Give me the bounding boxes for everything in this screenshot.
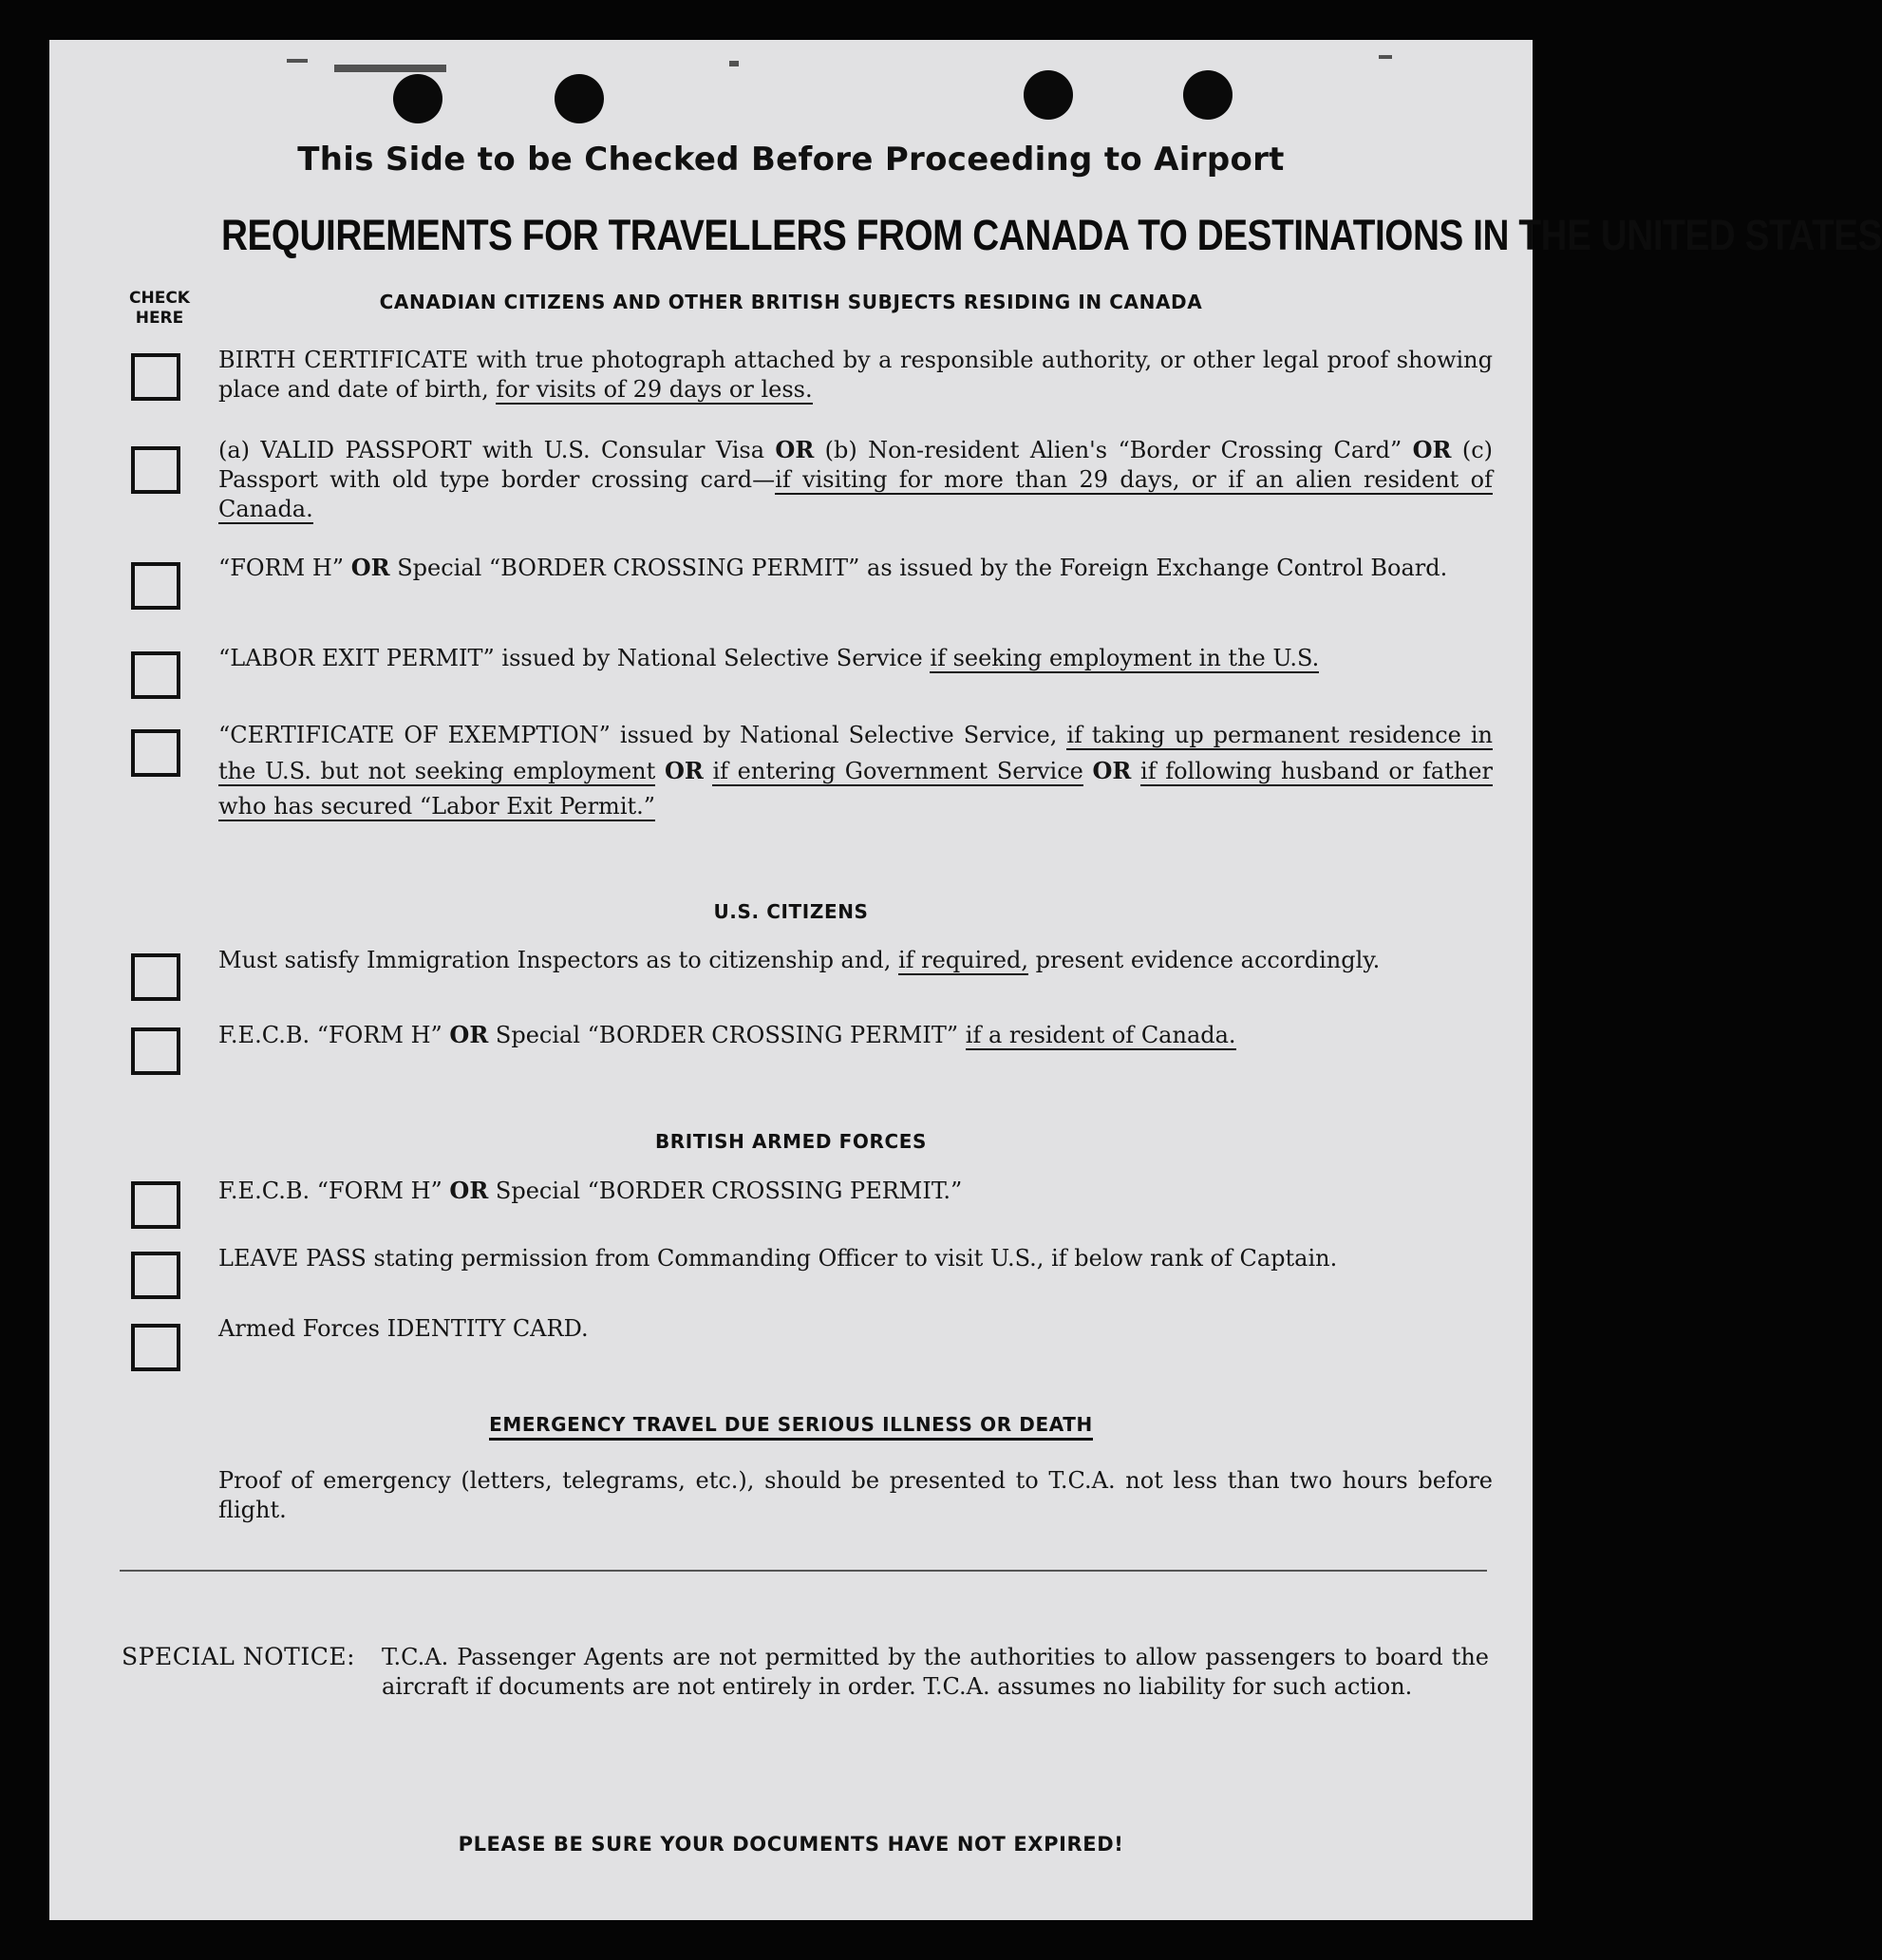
section-heading-british-armed-forces: BRITISH ARMED FORCES: [654, 1130, 928, 1153]
requirement-text-segment: BIRTH CERTIFICATE with true photograph attached by a responsible authority, or other legal proof showing place and date of birth,: [218, 347, 1493, 403]
section-heading-canadian: CANADIAN CITIZENS AND OTHER BRITISH SUBJECTS RESIDING IN CANADA: [379, 291, 1203, 313]
checkbox-identity-card[interactable]: [131, 1324, 180, 1371]
checkbox-valid-passport[interactable]: [131, 446, 180, 494]
checkbox-certificate-of-exemption[interactable]: [131, 729, 180, 777]
page-title: REQUIREMENTS FOR TRAVELLERS FROM CANADA TO DESTINATIONS IN THE UNITED STATES: [220, 211, 1882, 259]
requirement-text-segment: Must satisfy Immigration Inspectors as to citizenship and,: [218, 947, 898, 973]
top-instruction: This Side to be Checked Before Proceeding to Airport: [297, 141, 1285, 179]
checkbox-labor-exit-permit[interactable]: [131, 651, 180, 699]
divider: [120, 1570, 1487, 1572]
requirement-text-segment: (b) Non-resident Alien's “Border Crossing Card”: [814, 437, 1413, 463]
requirement-text-segment: “LABOR EXIT PERMIT” issued by National Selective Service: [218, 645, 931, 671]
requirement-text-segment: present evidence accordingly.: [1027, 947, 1381, 973]
requirement-text-segment: (c) Passport with old type border crossing card—: [218, 437, 1494, 493]
requirement-text-segment: F.E.C.B. “FORM H”: [218, 1178, 450, 1204]
section-heading-us-citizens: U.S. CITIZENS: [713, 900, 869, 923]
footer-warning: PLEASE BE SURE YOUR DOCUMENTS HAVE NOT EXPIRED!: [458, 1833, 1124, 1856]
requirement-text-segment: LEAVE PASS stating permission from Commanding Officer to visit U.S., if below rank of Captain.: [218, 1245, 1338, 1272]
punch-hole: [1183, 70, 1233, 120]
punch-hole: [1024, 70, 1073, 120]
punch-hole: [555, 74, 604, 123]
checkbox-fecb-form-h-us[interactable]: [131, 1027, 180, 1075]
requirement-text-segment: F.E.C.B. “FORM H”: [218, 1022, 450, 1048]
bold-or-connector: OR: [1412, 436, 1452, 463]
requirement-text-segment: Special “BORDER CROSSING PERMIT” as issued by the Foreign Exchange Control Board.: [389, 555, 1448, 581]
bold-or-connector: OR: [449, 1021, 489, 1048]
requirement-fecb-form-h-british: [218, 1176, 1493, 1206]
requirement-valid-passport: [218, 435, 1493, 524]
special-notice-label: SPECIAL NOTICE:: [122, 1643, 356, 1670]
scan-smudge: [1379, 55, 1392, 59]
bold-or-connector: OR: [449, 1177, 489, 1204]
bold-or-connector: OR: [775, 436, 815, 463]
bold-or-connector: OR: [664, 757, 704, 784]
underlined-condition: for visits of 29 days or less.: [496, 376, 813, 403]
underlined-condition: if following husband or father who has secured “Labor Exit Permit.”: [218, 758, 1493, 820]
underlined-condition: if a resident of Canada.: [965, 1022, 1236, 1048]
requirement-certificate-of-exemption: [218, 718, 1493, 824]
scan-smudge: [334, 65, 446, 72]
emergency-text: Proof of emergency (letters, telegrams, etc.), should be presented to T.C.A. not less than two hours before flight.: [218, 1467, 1493, 1523]
checkbox-form-h[interactable]: [131, 562, 180, 610]
requirement-identity-card: [218, 1314, 1493, 1344]
requirement-immigration-inspectors: [218, 946, 1493, 975]
checkbox-birth-certificate[interactable]: [131, 353, 180, 401]
document-page: [49, 40, 1882, 1920]
bold-or-connector: OR: [350, 554, 390, 581]
bold-or-connector: OR: [1092, 757, 1132, 784]
underlined-condition: if seeking employment in the U.S.: [930, 645, 1320, 671]
requirement-text-segment: [655, 758, 665, 784]
requirement-form-h: [218, 553, 1493, 583]
underlined-condition: if visiting for more than 29 days, or if an alien resident of Canada.: [218, 466, 1493, 522]
underlined-condition: if required,: [897, 947, 1028, 973]
scan-smudge: [729, 61, 739, 66]
requirement-text-segment: “FORM H”: [218, 555, 351, 581]
requirement-text-segment: [1131, 758, 1140, 784]
section-heading-emergency: [49, 1413, 1533, 1436]
special-notice-text: T.C.A. Passenger Agents are not permitted by the authorities to allow passengers to board the aircraft if documents are not entirely in order. T.C.A. assumes no liability for such action.: [382, 1644, 1489, 1700]
scan-smudge: [287, 59, 308, 63]
requirement-fecb-form-h-us: [218, 1020, 1493, 1050]
requirement-text-segment: “CERTIFICATE OF EXEMPTION” issued by National Selective Service,: [218, 722, 1067, 748]
checkbox-immigration-inspectors[interactable]: [131, 953, 180, 1001]
requirement-text-segment: Special “BORDER CROSSING PERMIT.”: [488, 1178, 963, 1204]
emergency-heading-text: EMERGENCY TRAVEL DUE SERIOUS ILLNESS OR DEATH: [489, 1413, 1093, 1441]
checkbox-fecb-form-h-british[interactable]: [131, 1181, 180, 1229]
requirement-text-segment: Armed Forces IDENTITY CARD.: [218, 1315, 589, 1342]
underlined-condition: if taking up permanent residence in the U.S. but not seeking employment: [218, 722, 1493, 784]
checkbox-leave-pass[interactable]: [131, 1252, 180, 1299]
underlined-condition: if entering Government Service: [712, 758, 1083, 784]
requirement-text-segment: (a) VALID PASSPORT with U.S. Consular Visa: [218, 437, 776, 463]
requirement-birth-certificate: [218, 346, 1493, 405]
requirement-leave-pass: [218, 1244, 1493, 1273]
requirement-text-segment: [1083, 758, 1093, 784]
requirement-text-segment: Special “BORDER CROSSING PERMIT”: [488, 1022, 966, 1048]
requirement-labor-exit-permit: [218, 644, 1493, 673]
punch-hole: [393, 74, 442, 123]
check-here-label: CHECK HERE: [129, 289, 190, 328]
